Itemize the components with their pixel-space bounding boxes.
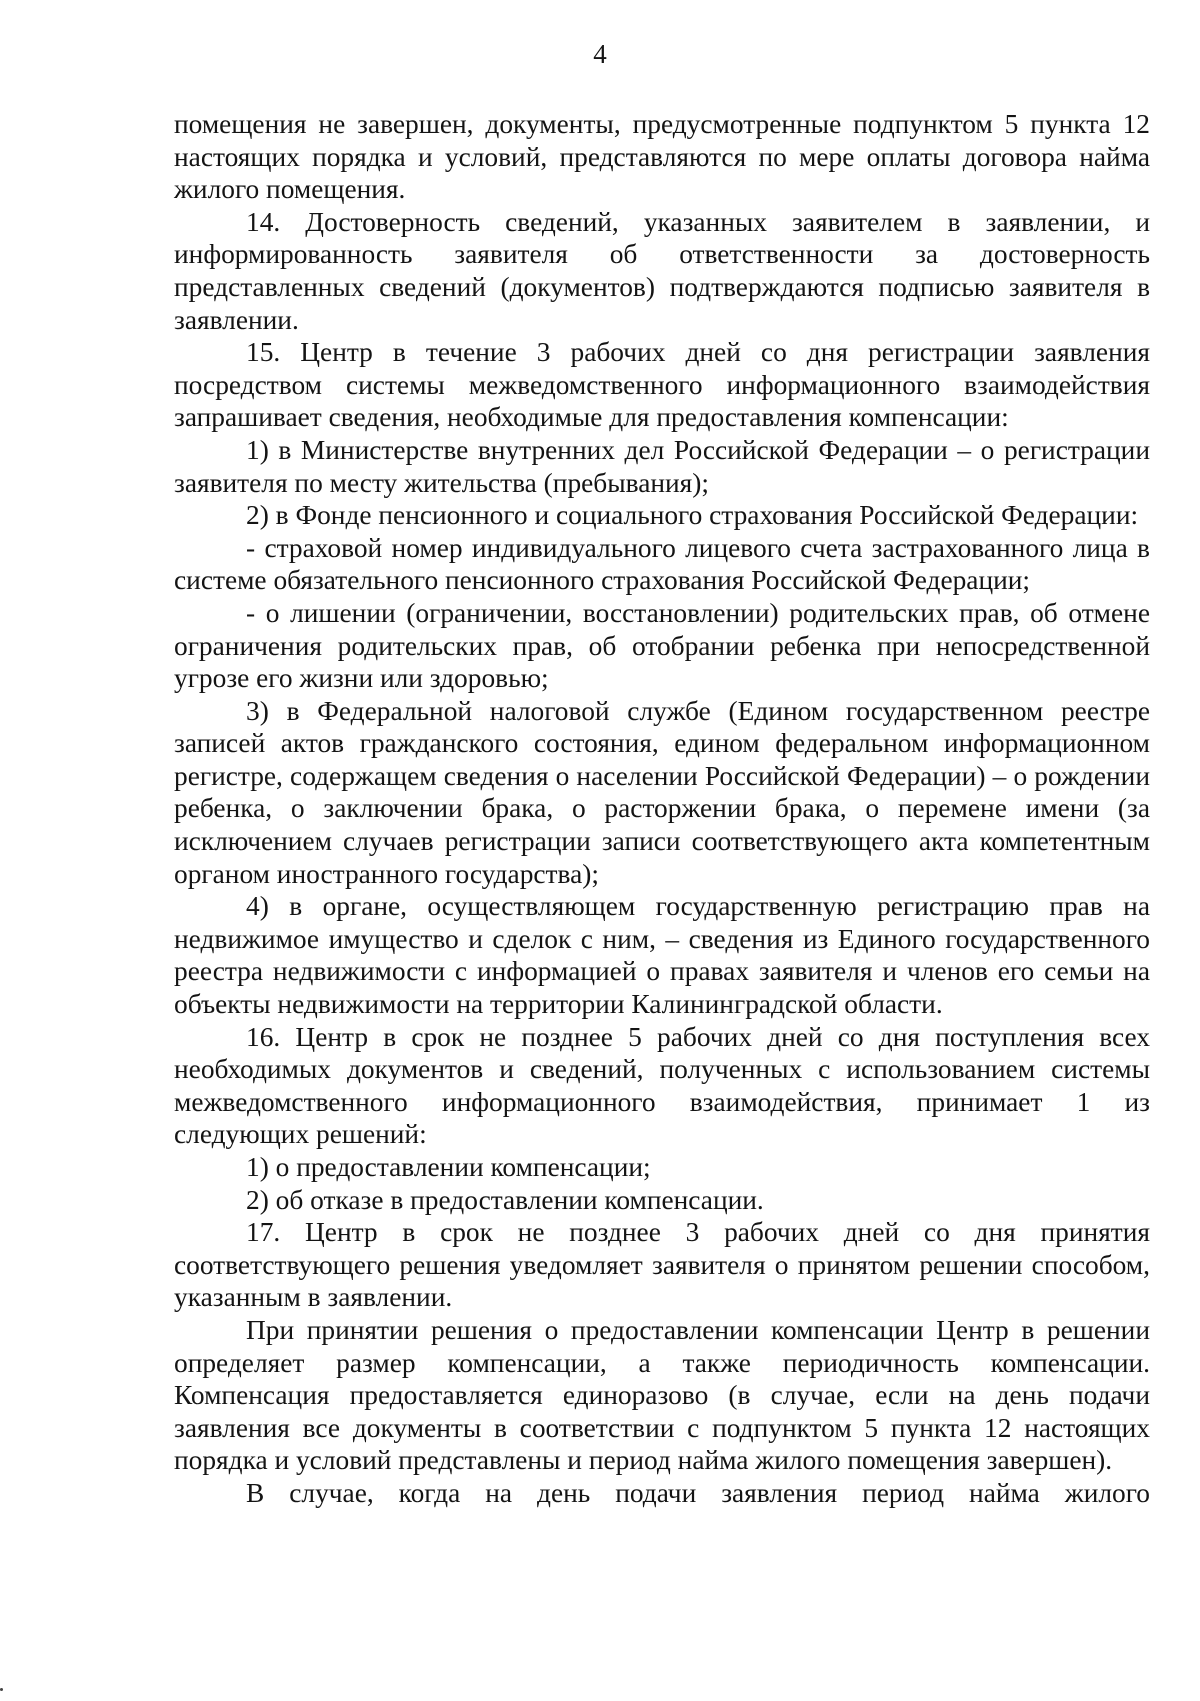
paragraph-item-17: 17. Центр в срок не позднее 3 рабочих дней со дня принятия соответствующего решения уведомляет заявителя о принятом решении способом, указанным в заявлении. bbox=[174, 1217, 1150, 1313]
paragraph-item-15: 15. Центр в течение 3 рабочих дней со дня регистрации заявления посредством системы межведомственного информационного взаимодействия запрашивает сведения, необходимые для предоставления компенсации: bbox=[174, 337, 1150, 433]
paragraph-subitem-4-rosreestr: 4) в органе, осуществляющем государственную регистрацию прав на недвижимое имущество и сделок с ним, – сведения из Единого государственного реестра недвижимости с информацией о правах заявителя и членов его семьи на объекты недвижимости на территории Калининградской области. bbox=[174, 891, 1150, 1020]
paragraph-item-14: 14. Достоверность сведений, указанных заявителем в заявлении, и информированность заявителя об ответственности за достоверность представленных сведений (документов) подтверждаются подписью заявителя в заявлении. bbox=[174, 206, 1150, 335]
paragraph-subitem-2-sfr: 2) в Фонде пенсионного и социального страхования Российской Федерации: bbox=[246, 500, 1139, 531]
paragraph-subitem-3-fns: 3) в Федеральной налоговой службе (Едином государственном реестре записей актов гражданского состояния, едином федеральном информационном регистре, содержащем сведения о населении Российской Федерации) – о рождении ребенка, о заключении брака, о расторжении брака, о перемене имени (за исключением случаев регистрации записи соответствующего акта компетентным органом иностранного государства); bbox=[174, 695, 1150, 889]
paragraph-decision-1: 1) о предоставлении компенсации; bbox=[246, 1152, 651, 1182]
paragraph-dash-parental-rights: - о лишении (ограничении, восстановлении) родительских прав, об отмене ограничения родительских прав, об отобрании ребенка при непосредственной угрозе его жизни или здоровью; bbox=[174, 597, 1150, 694]
paragraph-dash-snils: - страховой номер индивидуального лицевого счета застрахованного лица в системе обязательного пенсионного страхования Российской Федерации; bbox=[174, 532, 1150, 596]
document-body bbox=[174, 108, 1150, 1510]
paragraph-subitem-1-mvd: 1) в Министерстве внутренних дел Российской Федерации – о регистрации заявителя по месту жительства (пребывания); bbox=[174, 434, 1150, 498]
paragraph-compensation-decision: При принятии решения о предоставлении компенсации Центр в решении определяет размер компенсации, а также периодичность компенсации. Компенсация предоставляется единоразово (в случае, если на день подачи заявления все документы в соответствии с подпунктом 5 пункта 12 настоящих порядка и условий представлены и период найма жилого помещения завершен). bbox=[174, 1314, 1150, 1476]
page-number: 4 bbox=[593, 39, 607, 69]
paragraph-decision-2: 2) об отказе в предоставлении компенсации. bbox=[246, 1184, 764, 1215]
paragraph-continued-case: В случае, когда на день подачи заявления период найма жилого bbox=[246, 1477, 1150, 1508]
paragraph-item-16: 16. Центр в срок не позднее 5 рабочих дней со дня поступления всех необходимых документов и сведений, полученных с использованием системы межведомственного информационного взаимодействия, принимает 1 из следующих решений: bbox=[174, 1021, 1150, 1150]
paragraph-continuation: помещения не завершен, документы, предусмотренные подпунктом 5 пункта 12 настоящих порядка и условий, представляются по мере оплаты договора найма жилого помещения. bbox=[174, 109, 1150, 205]
scan-artifact bbox=[0, 1688, 3, 1691]
